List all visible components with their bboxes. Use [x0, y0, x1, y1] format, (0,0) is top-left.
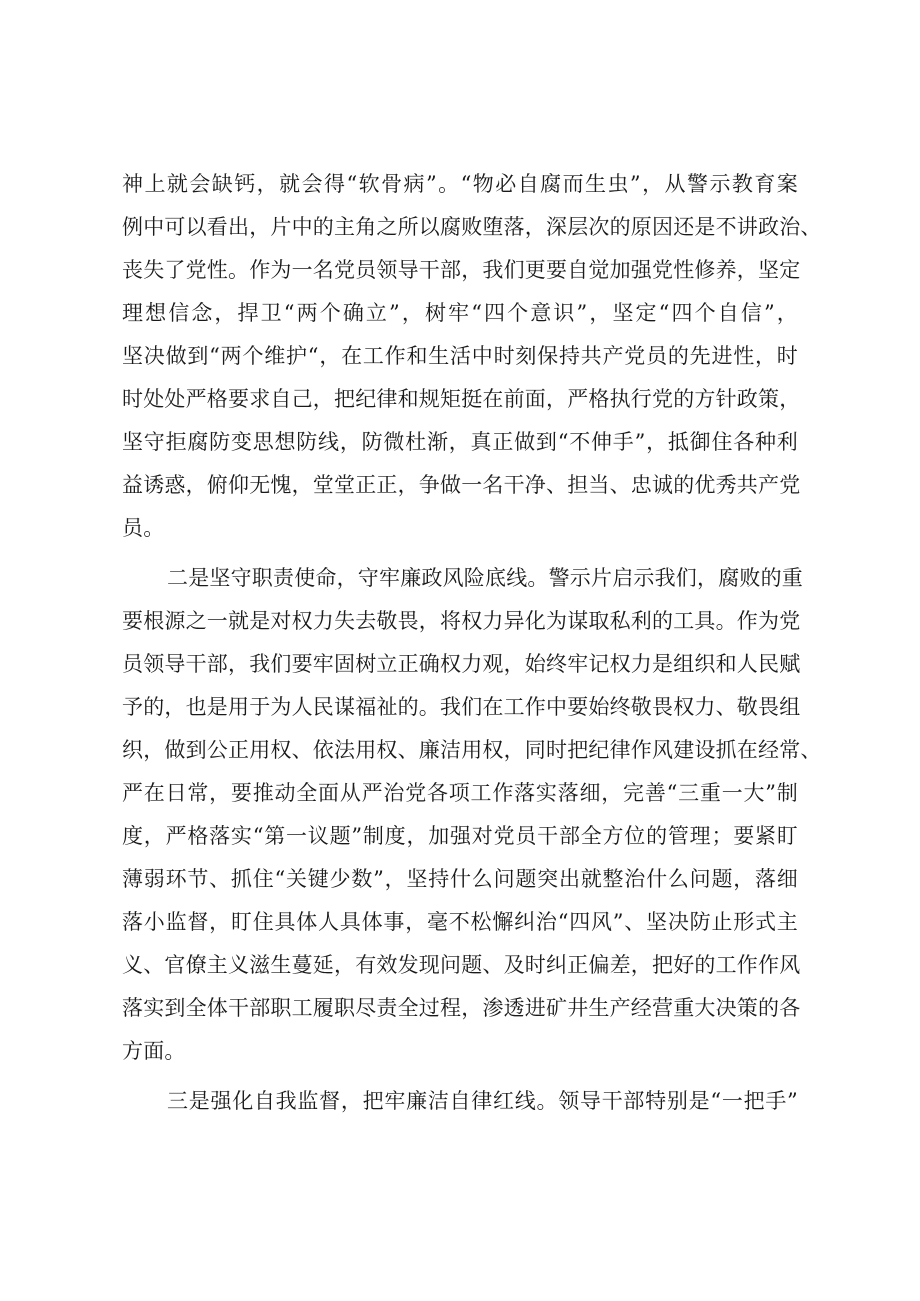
- text-line: 时处处严格要求自己，把纪律和规矩挺在前面，严格执行党的方针政策，: [122, 387, 801, 411]
- text-line: 员领导干部，我们要牢固树立正确权力观，始终牢记权力是组织和人民赋: [122, 652, 801, 676]
- text-line: 织，做到公正用权、依法用权、廉洁用权，同时把纪律作风建设抓在经常、: [122, 738, 822, 762]
- text-line: 落实到全体干部职工履职尽责全过程，渗透进矿井生产经营重大决策的各: [122, 996, 801, 1020]
- text-line: 要根源之一就是对权力失去敬畏，将权力异化为谋取私利的工具。作为党: [122, 609, 801, 633]
- text-line: 丧失了党性。作为一名党员领导干部，我们更要自觉加强党性修养，坚定: [122, 258, 801, 282]
- text-line: 员。: [122, 516, 165, 540]
- paragraph-first-line: 三是强化自我监督，把牢廉洁自律红线。领导干部特别是“一把手”: [167, 1089, 798, 1113]
- text-line: 理想信念，捍卫“两个确立”，树牢“四个意识”，坚定“四个自信”，: [122, 301, 798, 325]
- text-line: 神上就会缺钙，就会得“软骨病”。“物必自腐而生虫”，从警示教育案: [122, 172, 798, 196]
- text-line: 益诱惑，俯仰无愧，堂堂正正，争做一名干净、担当、忠诚的优秀共产党: [122, 473, 801, 497]
- text-line: 例中可以看出，片中的主角之所以腐败堕落，深层次的原因还是不讲政治、: [122, 215, 822, 239]
- paragraph-first-line: 二是坚守职责使命，守牢廉政风险底线。警示片启示我们，腐败的重: [167, 566, 803, 590]
- text-line: 义、官僚主义滋生蔓延，有效发现问题、及时纠正偏差，把好的工作作风: [122, 953, 801, 977]
- text-line: 薄弱环节、抓住“关键少数”，坚持什么问题突出就整治什么问题，落细: [122, 867, 798, 891]
- text-line: 严在日常，要推动全面从严治党各项工作落实落细，完善“三重一大”制: [122, 781, 798, 805]
- text-line: 方面。: [122, 1039, 186, 1063]
- text-line: 予的，也是用于为人民谋福祉的。我们在工作中要始终敬畏权力、敬畏组: [122, 695, 801, 719]
- text-line: 坚决做到“两个维护“，在工作和生活中时刻保持共产党员的先进性，时: [122, 344, 798, 368]
- text-line: 坚守拒腐防变思想防线，防微杜渐，真正做到“不伸手”，抵御住各种利: [122, 430, 798, 454]
- text-line: 度，严格落实“第一议题”制度，加强对党员干部全方位的管理；要紧盯: [122, 824, 798, 848]
- text-line: 落小监督，盯住具体人具体事，毫不松懈纠治“四风”、坚决防止形式主: [122, 910, 798, 934]
